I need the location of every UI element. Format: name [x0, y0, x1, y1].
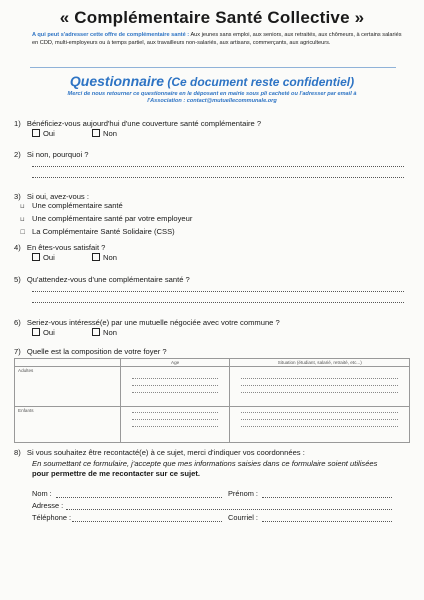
- question-number: 6): [14, 318, 21, 327]
- intro-paragraph: [32, 32, 404, 47]
- question-number: 1): [14, 119, 21, 128]
- option-label: Non: [103, 129, 117, 138]
- table-row-children: [15, 407, 410, 443]
- row-label-children: Enfants: [15, 407, 121, 443]
- questionnaire-note: (Ce document reste confidentiel): [167, 75, 355, 89]
- question-number: 4): [14, 243, 21, 252]
- checkbox-icon[interactable]: [32, 328, 40, 336]
- table-header-row: [15, 359, 410, 367]
- situation-cell[interactable]: [230, 407, 410, 443]
- q6-yes-option[interactable]: [32, 328, 55, 337]
- consent-line-1: En soumettant ce formulaire, j'accepte que mes informations saisies dans ce formulaire soient utilisées: [32, 459, 378, 468]
- checkbox-icon[interactable]: [92, 129, 100, 137]
- question-text: Si oui, avez-vous :: [26, 192, 89, 201]
- question-5: [14, 275, 190, 284]
- question-text: Quelle est la composition de votre foyer ?: [26, 347, 167, 356]
- question-text: Seriez-vous intéressé(e) par une mutuelle négociée avec votre commune ?: [26, 318, 280, 327]
- telephone-field[interactable]: [72, 521, 222, 522]
- option-label: Oui: [43, 328, 55, 337]
- instructions-line-2: l'Association : contact@mutuellecommunale.org: [147, 98, 277, 105]
- courriel-field[interactable]: [262, 521, 392, 522]
- fill-line[interactable]: [241, 385, 398, 386]
- option-label: Oui: [43, 129, 55, 138]
- intro-text: Aux jeunes sans emploi, aux seniors, aux retraités, aux chômeurs, à certains salariés en CDD, multi-employeurs ou à temps partiel, aux travailleurs non-salariés, aux artisans, commerçants, aux agriculteurs.: [32, 32, 402, 46]
- question-number: 8): [14, 448, 21, 457]
- q3-option[interactable]: [20, 226, 192, 239]
- q6-no-option[interactable]: [92, 328, 117, 337]
- fill-line[interactable]: [241, 426, 398, 427]
- question-number: 5): [14, 275, 21, 284]
- fill-line[interactable]: [241, 392, 398, 393]
- prenom-field[interactable]: [262, 497, 392, 498]
- courriel-label: Courriel :: [228, 513, 258, 522]
- table-row-adults: [15, 367, 410, 407]
- question-2: [14, 150, 89, 159]
- checkbox-icon[interactable]: ☐: [20, 230, 26, 236]
- question-text: Bénéficiez-vous aujourd'hui d'une couverture santé complémentaire ?: [26, 119, 262, 128]
- prenom-label: Prénom :: [228, 489, 258, 498]
- row-label-adults: Adultes: [15, 367, 121, 407]
- checkbox-icon[interactable]: [92, 253, 100, 261]
- instructions: [0, 91, 424, 106]
- q3-options: [20, 200, 192, 239]
- question-1: [14, 119, 261, 128]
- instructions-line-1: Merci de nous retourner ce questionnaire en le déposant en mairie sous pli cacheté ou l'adresser par email à: [67, 91, 357, 97]
- intro-highlight: A qui peut s'adresser cette offre de complémentaire santé :: [32, 32, 190, 38]
- age-cell[interactable]: [120, 407, 230, 443]
- option-label: Oui: [43, 253, 55, 262]
- q1-no-option[interactable]: [92, 129, 117, 138]
- fill-line[interactable]: [132, 426, 219, 427]
- checkbox-icon[interactable]: [92, 328, 100, 336]
- household-table: [14, 358, 410, 443]
- question-number: 2): [14, 150, 21, 159]
- age-cell[interactable]: [120, 367, 230, 407]
- fill-line[interactable]: [132, 412, 219, 413]
- fill-line[interactable]: [132, 419, 219, 420]
- fill-line[interactable]: [132, 378, 219, 379]
- nom-label: Nom :: [32, 489, 52, 498]
- adresse-label: Adresse :: [32, 501, 64, 510]
- divider: [30, 67, 396, 68]
- table-header-empty: [15, 359, 121, 367]
- question-text: Si vous souhaitez être recontacté(e) à ce sujet, merci d'indiquer vos coordonnées :: [26, 448, 305, 457]
- question-text: En êtes-vous satisfait ?: [26, 243, 106, 252]
- answer-line[interactable]: [32, 291, 404, 292]
- fill-line[interactable]: [241, 378, 398, 379]
- q4-no-option[interactable]: [92, 253, 117, 262]
- questionnaire-title: Questionnaire: [69, 73, 165, 89]
- q3-option[interactable]: [20, 200, 192, 213]
- answer-line[interactable]: [32, 166, 404, 167]
- q3-option[interactable]: [20, 213, 192, 226]
- question-number: 7): [14, 347, 21, 356]
- question-8: [14, 448, 305, 457]
- question-7: [14, 347, 167, 356]
- checkbox-icon[interactable]: ⊔: [20, 204, 25, 210]
- situation-cell[interactable]: [230, 367, 410, 407]
- option-label: Une complémentaire santé par votre employeur: [32, 214, 193, 223]
- question-6: [14, 318, 280, 327]
- question-text: Qu'attendez-vous d'une complémentaire santé ?: [26, 275, 190, 284]
- question-4: [14, 243, 105, 252]
- checkbox-icon[interactable]: [32, 129, 40, 137]
- question-number: 3): [14, 192, 21, 201]
- option-label: Non: [103, 328, 117, 337]
- option-label: La Complémentaire Santé Solidaire (CSS): [32, 227, 175, 236]
- document-title: « Complémentaire Santé Collective »: [59, 8, 365, 27]
- adresse-field[interactable]: [66, 509, 392, 510]
- fill-line[interactable]: [241, 419, 398, 420]
- option-label: Une complémentaire santé: [32, 201, 123, 210]
- fill-line[interactable]: [132, 392, 219, 393]
- telephone-label: Téléphone :: [32, 513, 72, 522]
- consent-line-2: pour permettre de me recontacter sur ce sujet.: [32, 469, 200, 478]
- fill-line[interactable]: [241, 412, 398, 413]
- nom-field[interactable]: [56, 497, 222, 498]
- q4-yes-option[interactable]: [32, 253, 55, 262]
- fill-line[interactable]: [132, 385, 219, 386]
- table-header-situation: Situation (étudiant, salarié, retraité, etc...): [230, 359, 410, 367]
- checkbox-icon[interactable]: ⊔: [20, 217, 25, 223]
- questionnaire-heading: [0, 73, 424, 89]
- q1-yes-option[interactable]: [32, 129, 55, 138]
- table-header-age: Age: [120, 359, 230, 367]
- checkbox-icon[interactable]: [32, 253, 40, 261]
- option-label: Non: [103, 253, 117, 262]
- question-text: Si non, pourquoi ?: [26, 150, 89, 159]
- answer-line[interactable]: [32, 177, 404, 178]
- answer-line[interactable]: [32, 302, 404, 303]
